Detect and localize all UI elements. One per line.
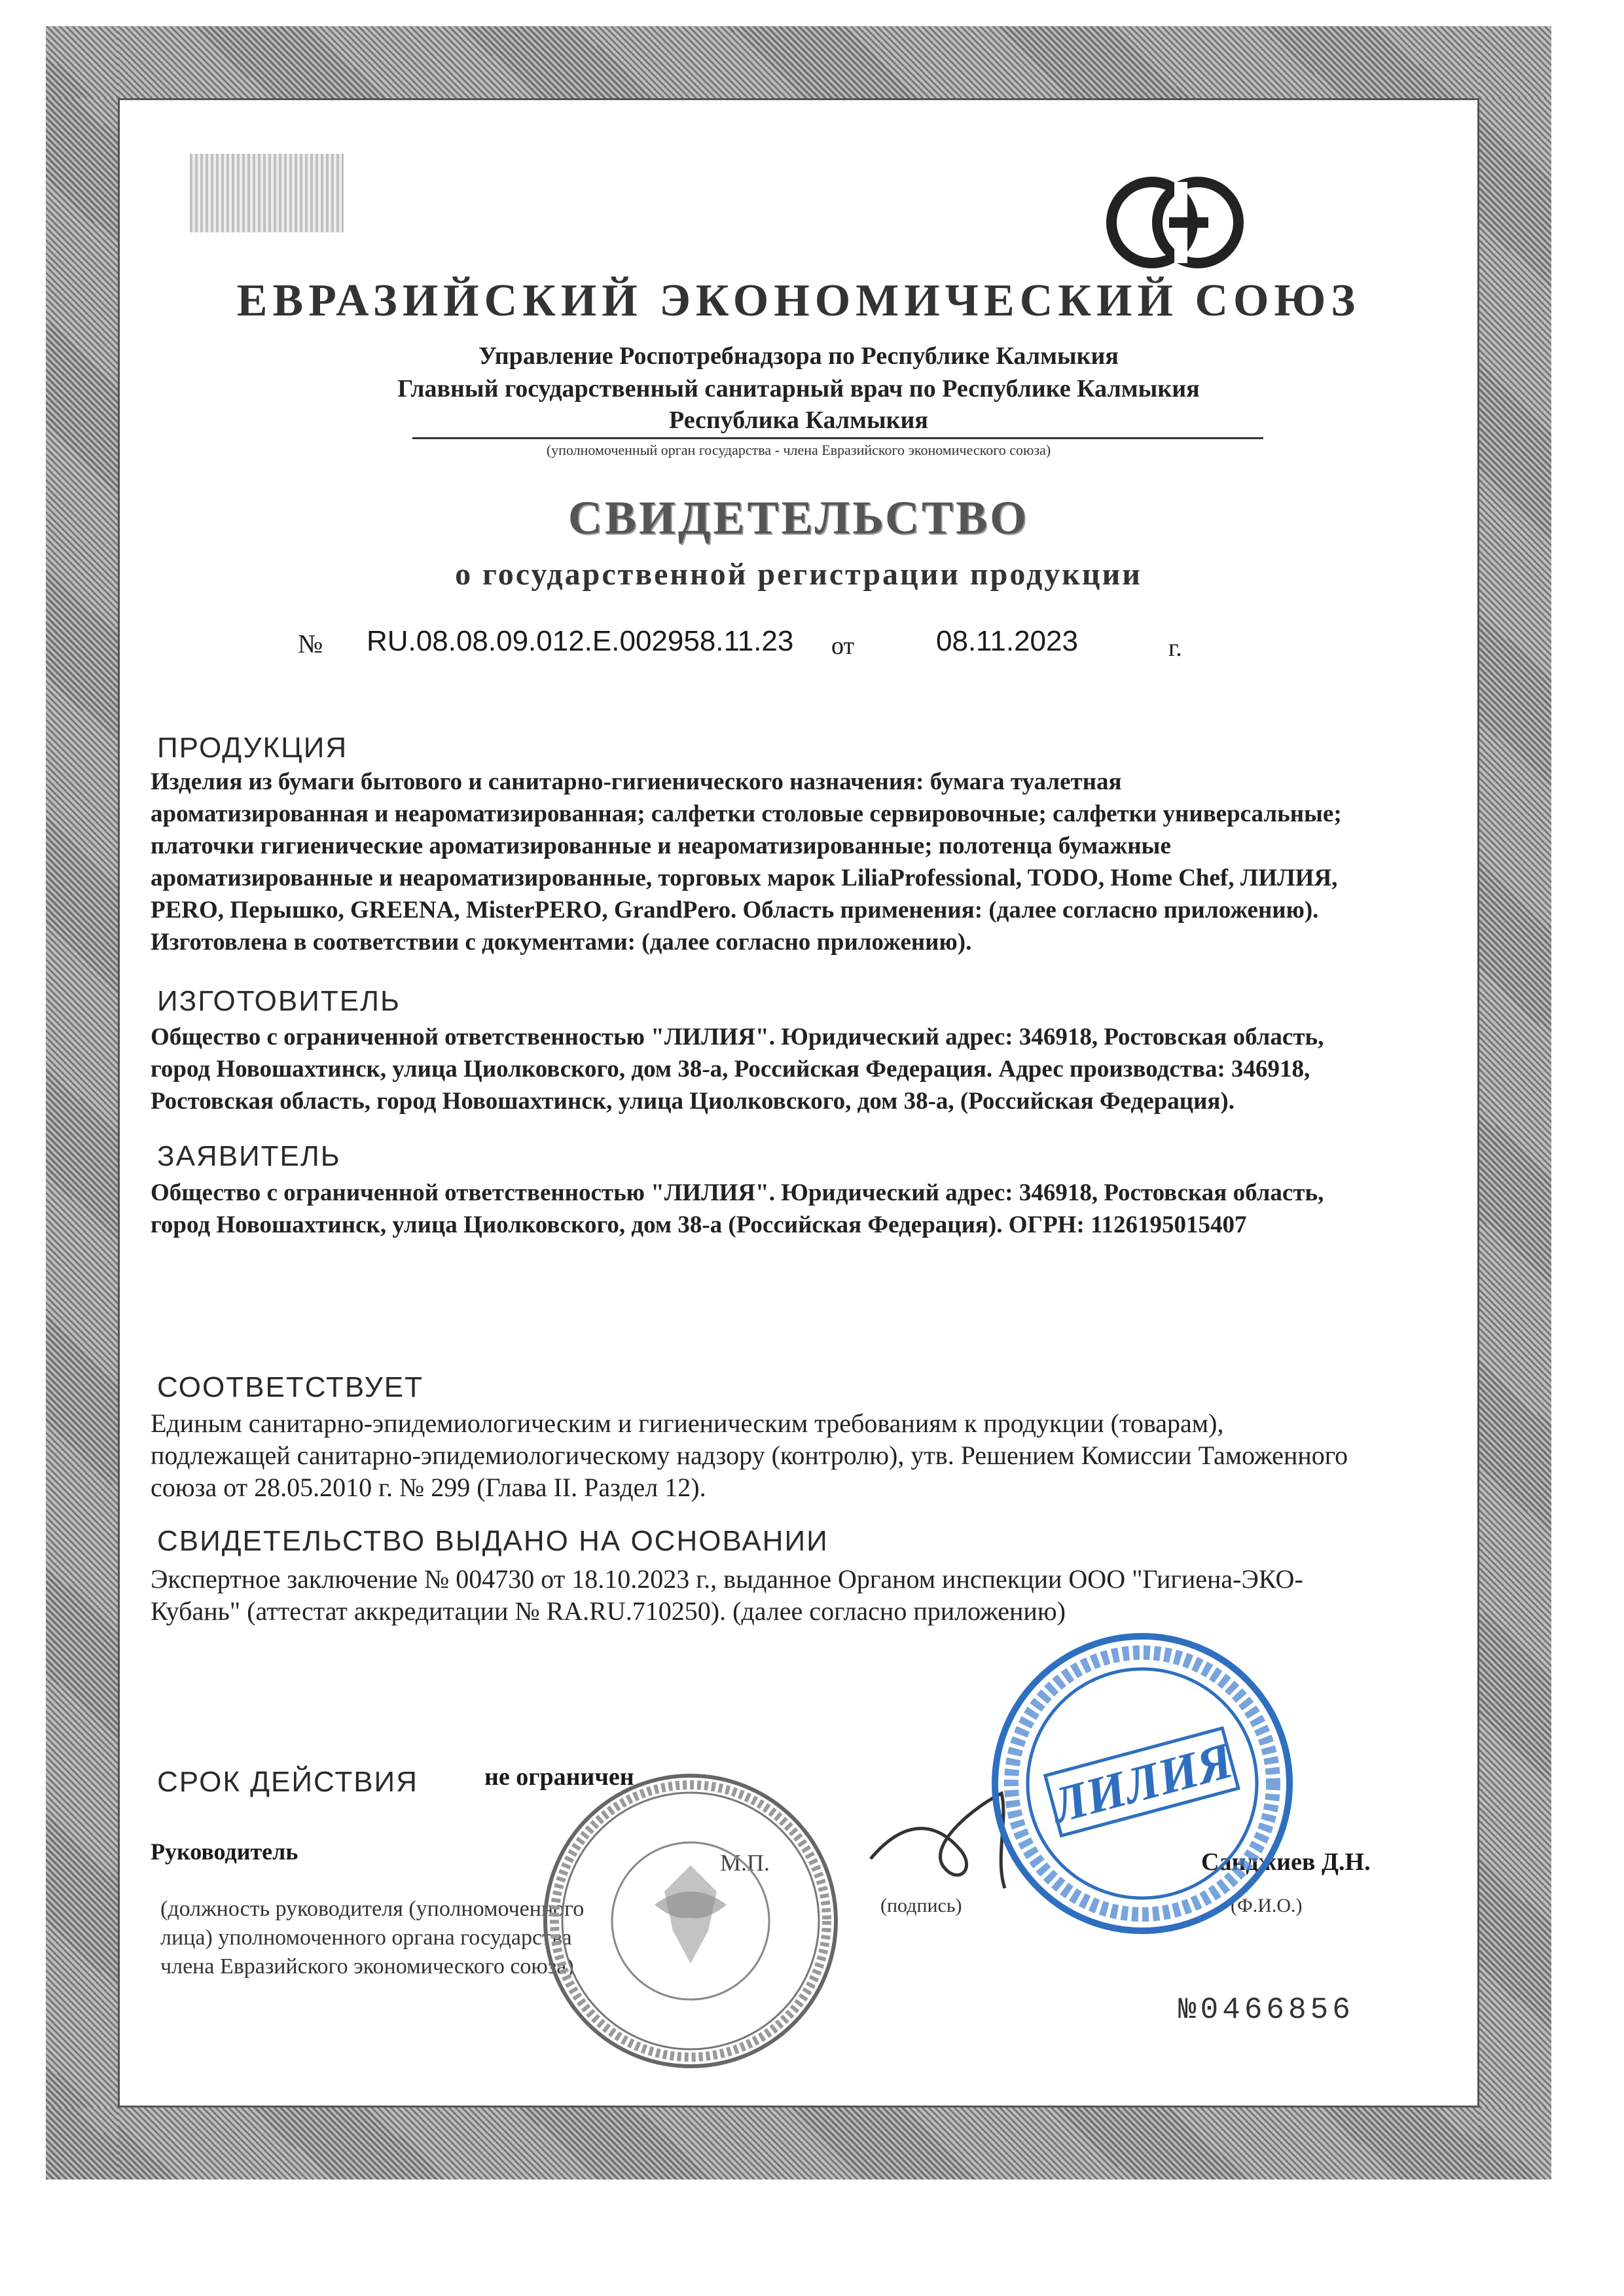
number-label: № xyxy=(298,629,323,658)
stamp-place: М.П. xyxy=(720,1850,770,1876)
product-text xyxy=(151,766,1420,958)
product-line: ароматизированные и неароматизированные, торговых марок LiliaProfessional, TODO, Home Chef, ЛИЛИЯ, xyxy=(151,865,1338,891)
basis-line: Кубань" (аттестат аккредитации № RA.RU.710250). (далее согласно приложению) xyxy=(151,1596,1066,1626)
product-heading: ПРОДУКЦИЯ xyxy=(157,732,348,764)
manufacturer-line: Ростовская область, город Новошахтинск, улица Циолковского, дом 38-а, (Российская Федерация). xyxy=(151,1088,1235,1115)
applicant-heading: ЗАЯВИТЕЛЬ xyxy=(157,1140,341,1172)
position-line: (должность руководителя (уполномоченного xyxy=(160,1897,585,1921)
company-stamp-icon xyxy=(988,1630,1296,1937)
signatory-name: Санджиев Д.Н. xyxy=(1201,1848,1371,1876)
conformity-heading: СООТВЕТСТВУЕТ xyxy=(157,1371,424,1403)
conformity-text xyxy=(151,1407,1420,1503)
manufacturer-heading: ИЗГОТОВИТЕЛЬ xyxy=(157,985,401,1017)
chief-doctor-title: Главный государственный санитарный врач по Республике Калмыкия xyxy=(397,375,1200,403)
conformity-line: союза от 28.05.2010 г. № 299 (Глава II. Раздел 12). xyxy=(151,1473,706,1502)
basis-heading: СВИДЕТЕЛЬСТВО ВЫДАНО НА ОСНОВАНИИ xyxy=(157,1525,829,1557)
applicant-line: Общество с ограниченной ответственностью "ЛИЛИЯ". Юридический адрес: 346918, Ростовская область, xyxy=(151,1179,1324,1206)
position-line: лица) уполномоченного органа государства xyxy=(160,1926,572,1950)
signatory-role: Руководитель xyxy=(151,1839,298,1865)
signature-caption: (подпись) xyxy=(880,1895,962,1916)
region-name: Республика Калмыкия xyxy=(669,406,928,434)
divider xyxy=(412,437,1263,439)
year-suffix: г. xyxy=(1168,634,1182,662)
name-caption: (Ф.И.О.) xyxy=(1231,1895,1303,1916)
product-line: Изготовлена в соответствии с документами: (далее согласно приложению). xyxy=(151,929,972,956)
conformity-line: Единым санитарно-эпидемиологическим и гигиеническим требованиям к продукции (товарам), xyxy=(151,1408,1224,1438)
certificate-title: СВИДЕТЕЛЬСТВО xyxy=(568,492,1030,544)
product-line: платочки гигиенические ароматизированные и неароматизированные; полотенца бумажные xyxy=(151,833,1171,859)
official-seal-icon xyxy=(537,1767,844,2075)
applicant-line: город Новошахтинск, улица Циолковского, дом 38-а (Российская Федерация). ОГРН: 1126195015407 xyxy=(151,1211,1247,1238)
position-line: члена Евразийского экономического союза) xyxy=(160,1954,574,1979)
certificate-date: 08.11.2023 xyxy=(936,625,1078,657)
applicant-text xyxy=(151,1177,1420,1241)
product-line: Изделия из бумаги бытового и санитарно-гигиенического назначения: бумага туалетная xyxy=(151,768,1122,795)
certificate-subtitle: о государственной регистрации продукции xyxy=(455,557,1142,592)
product-line: ароматизированная и неароматизированная; салфетки столовые сервировочные; салфетки универсальные; xyxy=(151,800,1342,827)
authority-name: Управление Роспотребнадзора по Республике Калмыкия xyxy=(478,342,1119,370)
conformity-line: подлежащей санитарно-эпидемиологическому надзору (контролю), утв. Решением Комиссии Таможенного xyxy=(151,1441,1348,1470)
union-title: ЕВРАЗИЙСКИЙ ЭКОНОМИЧЕСКИЙ СОЮЗ xyxy=(236,276,1361,326)
serial-number: №0466856 xyxy=(1178,1993,1354,2027)
date-from-label: от xyxy=(831,632,855,660)
eac-logo-icon xyxy=(1106,170,1244,275)
stamp-company-name: ЛИЛИЯ xyxy=(1045,1731,1239,1835)
validity-heading: СРОК ДЕЙСТВИЯ xyxy=(157,1766,418,1798)
signatory-position xyxy=(160,1895,584,1981)
basis-line: Экспертное заключение № 004730 от 18.10.2023 г., выданное Органом инспекции ООО "Гигиена-ЭКО- xyxy=(151,1564,1303,1594)
product-line: PERO, Перышко, GREENA, MisterPERO, GrandPero. Область применения: (далее согласно приложению). xyxy=(151,897,1319,924)
manufacturer-line: Общество с ограниченной ответственностью "ЛИЛИЯ". Юридический адрес: 346918, Ростовская область, xyxy=(151,1024,1324,1050)
authority-caption: (уполномоченный орган государства - члена Евразийского экономического союза) xyxy=(546,442,1051,458)
certificate-number: RU.08.08.09.012.E.002958.11.23 xyxy=(367,625,794,657)
security-pattern xyxy=(190,154,344,232)
manufacturer-line: город Новошахтинск, улица Циолковского, дом 38-а, Российская Федерация. Адрес производства: 346918, xyxy=(151,1056,1310,1083)
basis-text xyxy=(151,1563,1420,1627)
manufacturer-text xyxy=(151,1021,1420,1117)
validity-value: не ограничен xyxy=(484,1763,634,1791)
